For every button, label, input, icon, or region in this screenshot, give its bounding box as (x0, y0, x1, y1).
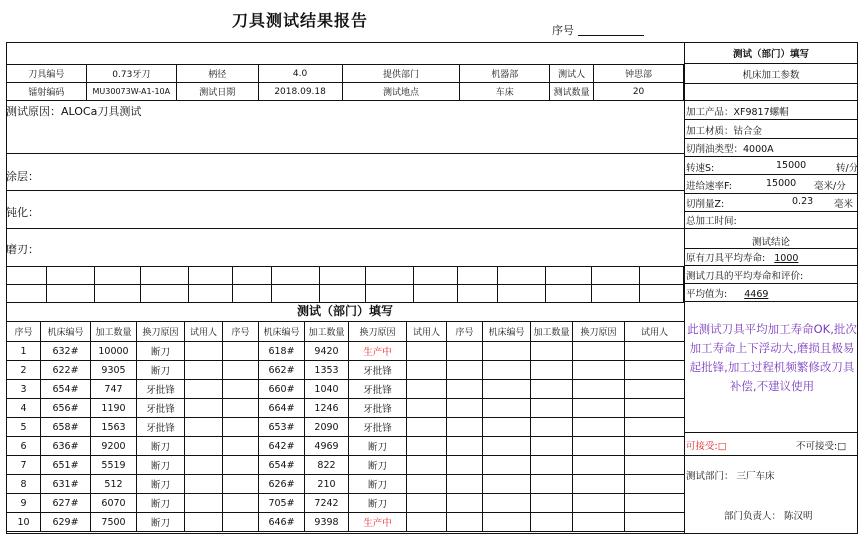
seq-cell (447, 399, 483, 418)
passivation-label: 钝化： (6, 206, 39, 219)
qty-cell: 1190 (91, 399, 137, 418)
serial-blank (578, 35, 644, 36)
divider (684, 248, 858, 249)
product-field: 加工产品：XF9817螺帽 (686, 107, 789, 118)
qty-cell: 210 (305, 475, 349, 494)
reason-cell: 牙批锋 (349, 399, 407, 418)
col-header: 加工数量 (305, 322, 349, 342)
col-header: 试用人 (185, 322, 223, 342)
qty-cell (531, 361, 573, 380)
reason-cell: 断刀 (349, 456, 407, 475)
seq-cell: 2 (7, 361, 41, 380)
qty-cell: 7500 (91, 513, 137, 532)
user-cell (407, 342, 447, 361)
user-cell (407, 475, 447, 494)
feed-label: 进给速率F: (686, 181, 732, 192)
table-row (7, 418, 685, 437)
divider (684, 455, 858, 456)
qty-cell (531, 456, 573, 475)
seq-cell: 6 (7, 437, 41, 456)
user-cell (625, 494, 685, 513)
reason-cell: 牙批锋 (349, 361, 407, 380)
reason-cell: 生产中 (349, 513, 407, 532)
machine-cell: 654# (259, 456, 305, 475)
seq-cell: 3 (7, 380, 41, 399)
divider (6, 153, 684, 154)
machine-cell: 662# (259, 361, 305, 380)
speed-unit: 转/分 (836, 163, 859, 174)
tester-label: 测试人 (550, 65, 594, 83)
seq-cell (447, 456, 483, 475)
reason-value: ALOCa刀具测试 (61, 105, 142, 118)
reason-cell: 断刀 (137, 456, 185, 475)
qty-value: 20 (594, 83, 684, 101)
divider (684, 211, 858, 212)
place-value: 车床 (460, 83, 550, 101)
user-cell (185, 513, 223, 532)
reason-row (6, 103, 141, 119)
reason-cell: 牙批锋 (349, 418, 407, 437)
user-cell (185, 456, 223, 475)
machine-cell: 664# (259, 399, 305, 418)
reason-cell: 断刀 (137, 437, 185, 456)
col-header: 加工数量 (531, 322, 573, 342)
reason-cell (573, 399, 625, 418)
machine-cell: 618# (259, 342, 305, 361)
conclusion-title: 测试结论 (751, 237, 790, 248)
divider (684, 100, 858, 101)
reason-cell: 牙批锋 (137, 380, 185, 399)
seq-cell (223, 399, 259, 418)
machine-cell: 626# (259, 475, 305, 494)
user-cell (407, 494, 447, 513)
seq-cell (223, 456, 259, 475)
seq-cell: 5 (7, 418, 41, 437)
machine-cell: 631# (41, 475, 91, 494)
speed-row (686, 160, 860, 174)
user-cell (625, 437, 685, 456)
user-cell (407, 399, 447, 418)
date-value: 2018.09.18 (258, 83, 342, 101)
avg-value: 4469 (744, 289, 769, 300)
report-title: 刀具测试结果报告 (231, 11, 368, 30)
test-dept-field: 测试部门： 三厂车床 (686, 471, 775, 482)
test-eval-field: 测试刀具的平均寿命和评价: (686, 271, 804, 282)
qty-cell: 1353 (305, 361, 349, 380)
reason-cell (573, 342, 625, 361)
reason-cell (573, 513, 625, 532)
orig-life-label: 原有刀具平均寿命: (686, 253, 766, 264)
feed-unit: 毫米/分 (814, 181, 846, 192)
seq-cell (447, 380, 483, 399)
user-cell (625, 380, 685, 399)
machine-cell: 642# (259, 437, 305, 456)
col-header: 机床编号 (41, 322, 91, 342)
evaluation-comment: 此测试刀具平均加工寿命OK,批次加工寿命上下浮动大,磨损且极易起批锋,加工过程机频繁修改刀具补偿,不建议使用 (687, 322, 857, 393)
machine-cell (483, 494, 531, 513)
reason-cell (573, 494, 625, 513)
avg-row (686, 286, 860, 300)
machine-cell (483, 475, 531, 494)
info-table (6, 64, 684, 101)
machine-cell: 636# (41, 437, 91, 456)
qty-cell (531, 418, 573, 437)
user-cell (625, 361, 685, 380)
col-header: 换刀原因 (573, 322, 625, 342)
machine-cell (483, 361, 531, 380)
speed-label: 转速S: (686, 163, 715, 174)
qty-cell: 9420 (305, 342, 349, 361)
seq-cell (223, 418, 259, 437)
seq-cell (447, 475, 483, 494)
seq-cell: 9 (7, 494, 41, 513)
machine-cell (483, 418, 531, 437)
col-header: 机床编号 (483, 322, 531, 342)
col-header: 换刀原因 (349, 322, 407, 342)
table-row (7, 513, 685, 532)
seq-cell: 8 (7, 475, 41, 494)
user-cell (185, 437, 223, 456)
machine-cell: 658# (41, 418, 91, 437)
machine-cell: 656# (41, 399, 91, 418)
user-cell (625, 456, 685, 475)
divider (684, 156, 858, 157)
reason-cell: 断刀 (137, 513, 185, 532)
col-header: 序号 (223, 322, 259, 342)
coating-label: 涂层： (6, 170, 39, 183)
dept-value: 机器部 (460, 65, 550, 83)
reason-cell: 断刀 (137, 494, 185, 513)
reason-cell: 断刀 (349, 437, 407, 456)
seq-cell (223, 437, 259, 456)
user-cell (625, 399, 685, 418)
machine-cell: 632# (41, 342, 91, 361)
seq-cell (223, 475, 259, 494)
material-field: 加工材质：钴合金 (686, 126, 763, 137)
machine-cell: 654# (41, 380, 91, 399)
qty-cell: 9200 (91, 437, 137, 456)
divider (6, 190, 684, 191)
user-cell (625, 513, 685, 532)
user-cell (407, 418, 447, 437)
orig-life-row (686, 250, 860, 264)
cut-label: 切削量Z: (686, 199, 725, 210)
seq-cell (447, 342, 483, 361)
dept-label: 提供部门 (342, 65, 460, 83)
machine-cell: 660# (259, 380, 305, 399)
machine-cell (483, 399, 531, 418)
reason-cell: 断刀 (137, 342, 185, 361)
qty-cell (531, 342, 573, 361)
reason-cell (573, 418, 625, 437)
grinding-label: 磨刃： (6, 243, 39, 256)
feed-row (686, 178, 860, 192)
qty-cell: 1563 (91, 418, 137, 437)
user-cell (185, 342, 223, 361)
qty-cell (531, 494, 573, 513)
manager-field: 部门负责人： 陈汉明 (724, 511, 813, 522)
laser-code-label: 镭射编码 (7, 83, 87, 101)
qty-cell: 1040 (305, 380, 349, 399)
qty-cell: 512 (91, 475, 137, 494)
user-cell (625, 418, 685, 437)
col-header: 换刀原因 (137, 322, 185, 342)
tool-no-value: 0.73牙刀 (86, 65, 176, 83)
qty-cell (531, 399, 573, 418)
col-header: 序号 (7, 322, 41, 342)
seq-cell (223, 513, 259, 532)
reason-cell: 断刀 (349, 475, 407, 494)
reason-cell: 牙批锋 (137, 399, 185, 418)
seq-cell: 4 (7, 399, 41, 418)
qty-cell: 4969 (305, 437, 349, 456)
table-row (7, 437, 685, 456)
reason-cell: 生产中 (349, 342, 407, 361)
total-time-field: 总加工时间: (686, 216, 737, 227)
qty-cell (531, 437, 573, 456)
qty-cell (531, 475, 573, 494)
seq-cell (447, 494, 483, 513)
machine-cell (483, 456, 531, 475)
laser-code-value: MU30073W-A1-10A (86, 83, 176, 101)
seq-cell: 1 (7, 342, 41, 361)
machine-cell (483, 380, 531, 399)
user-cell (185, 399, 223, 418)
reason-cell (573, 437, 625, 456)
tool-no-label: 刀具编号 (7, 65, 87, 83)
divider (684, 432, 858, 433)
divider (684, 283, 858, 284)
feed-value: 15000 (766, 178, 797, 189)
params-title: 机床加工参数 (742, 70, 800, 81)
machine-cell: 646# (259, 513, 305, 532)
reason-label: 测试原因： (6, 105, 61, 118)
seq-cell (447, 513, 483, 532)
seq-cell: 10 (7, 513, 41, 532)
user-cell (625, 475, 685, 494)
divider (684, 119, 858, 120)
qty-label: 测试数量 (550, 83, 594, 101)
oil-field: 切削油类型：4000A (686, 144, 774, 155)
divider (684, 174, 858, 175)
table-row (7, 380, 685, 399)
blank-grid (6, 266, 684, 303)
avg-label: 平均值为: (686, 289, 728, 300)
user-cell (407, 380, 447, 399)
seq-cell (447, 418, 483, 437)
seq-cell (223, 494, 259, 513)
machine-cell (483, 513, 531, 532)
accept-checkbox[interactable]: 可接受:□ (686, 441, 727, 452)
machine-cell (483, 342, 531, 361)
reason-cell: 牙批锋 (349, 380, 407, 399)
machine-cell (483, 437, 531, 456)
orig-life-value: 1000 (774, 253, 799, 264)
qty-cell: 747 (91, 380, 137, 399)
test-data-table (6, 321, 685, 532)
qty-cell (531, 380, 573, 399)
reason-cell (573, 456, 625, 475)
col-header: 试用人 (625, 322, 685, 342)
speed-value: 15000 (776, 160, 807, 171)
reason-cell (573, 475, 625, 494)
table-row (7, 475, 685, 494)
shank-value: 4.0 (258, 65, 342, 83)
tester-value: 钟思部 (594, 65, 684, 83)
right-panel-title: 测试（部门）填写 (732, 49, 809, 60)
divider (684, 83, 858, 84)
reject-checkbox[interactable]: 不可接受:□ (796, 441, 847, 452)
user-cell (185, 380, 223, 399)
qty-cell: 7242 (305, 494, 349, 513)
divider (684, 265, 858, 266)
user-cell (407, 513, 447, 532)
divider (684, 301, 858, 302)
reason-cell: 断刀 (137, 361, 185, 380)
col-header: 序号 (447, 322, 483, 342)
reason-cell (573, 361, 625, 380)
qty-cell: 6070 (91, 494, 137, 513)
reason-cell: 断刀 (137, 475, 185, 494)
machine-cell: 651# (41, 456, 91, 475)
table-row (7, 494, 685, 513)
user-cell (185, 494, 223, 513)
seq-cell: 7 (7, 456, 41, 475)
user-cell (185, 475, 223, 494)
qty-cell (531, 513, 573, 532)
seq-cell (447, 361, 483, 380)
place-label: 测试地点 (342, 83, 460, 101)
table-row (7, 342, 685, 361)
cut-value: 0.23 (792, 196, 814, 207)
machine-cell: 622# (41, 361, 91, 380)
cut-unit: 毫米 (834, 199, 854, 210)
seq-cell (223, 380, 259, 399)
machine-cell: 653# (259, 418, 305, 437)
col-header: 加工数量 (91, 322, 137, 342)
table-row (7, 399, 685, 418)
user-cell (625, 342, 685, 361)
table-row (7, 456, 685, 475)
machine-cell: 627# (41, 494, 91, 513)
qty-cell: 2090 (305, 418, 349, 437)
reason-cell: 断刀 (349, 494, 407, 513)
seq-cell (223, 342, 259, 361)
divider (684, 228, 858, 229)
reason-cell: 牙批锋 (137, 418, 185, 437)
date-label: 测试日期 (176, 83, 258, 101)
qty-cell: 5519 (91, 456, 137, 475)
divider (684, 63, 858, 64)
divider (684, 138, 858, 139)
col-header: 机床编号 (259, 322, 305, 342)
divider (684, 193, 858, 194)
divider (6, 228, 684, 229)
user-cell (407, 437, 447, 456)
col-header: 试用人 (407, 322, 447, 342)
machine-cell: 705# (259, 494, 305, 513)
seq-cell (447, 437, 483, 456)
qty-cell: 1246 (305, 399, 349, 418)
reason-cell (573, 380, 625, 399)
qty-cell: 9305 (91, 361, 137, 380)
table-row (7, 361, 685, 380)
seq-cell (223, 361, 259, 380)
table-header-row (7, 322, 685, 342)
cut-row (686, 196, 860, 210)
user-cell (407, 361, 447, 380)
qty-cell: 9398 (305, 513, 349, 532)
user-cell (407, 456, 447, 475)
shank-label: 柄径 (176, 65, 258, 83)
user-cell (185, 361, 223, 380)
qty-cell: 10000 (91, 342, 137, 361)
serial-label: 序号 (552, 24, 574, 37)
section-title: 测试（部门）填写 (296, 304, 393, 318)
user-cell (185, 418, 223, 437)
qty-cell: 822 (305, 456, 349, 475)
machine-cell: 629# (41, 513, 91, 532)
